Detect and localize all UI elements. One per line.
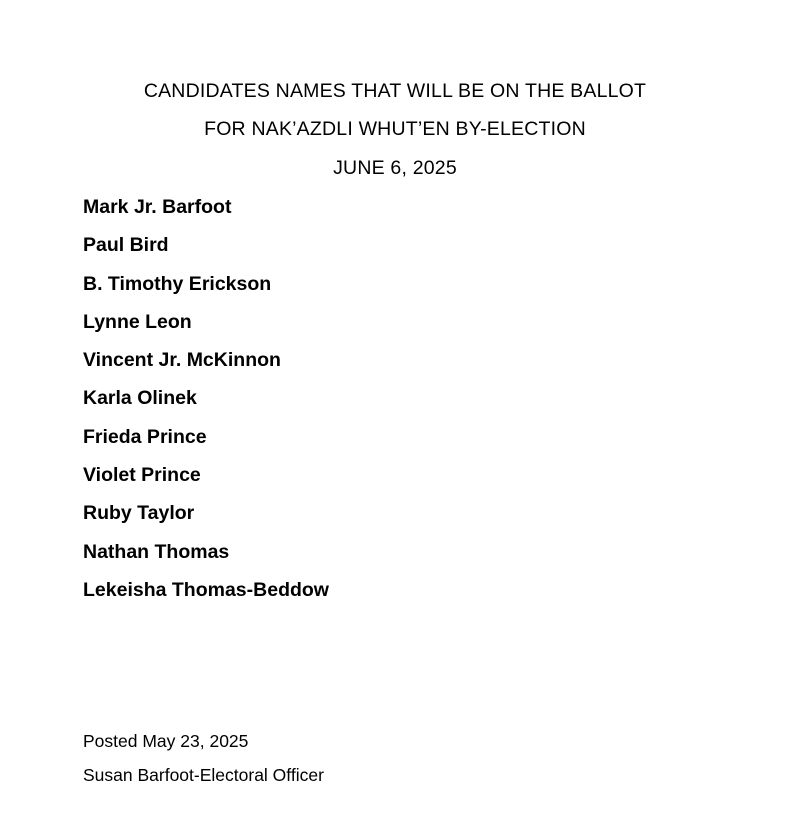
header-date: JUNE 6, 2025 xyxy=(333,157,457,179)
candidate-name: Frieda Prince xyxy=(83,425,207,448)
candidate-name: Karla Olinek xyxy=(83,387,197,410)
candidate-name: Nathan Thomas xyxy=(83,540,230,563)
candidate-name: Violet Prince xyxy=(83,464,201,487)
header-subtitle: FOR NAK’AZDLI WHUT’EN BY-ELECTION xyxy=(204,118,586,140)
header-title: CANDIDATES NAMES THAT WILL BE ON THE BALLOT xyxy=(143,80,647,102)
candidate-name: Paul Bird xyxy=(83,234,169,257)
candidate-name: B. Timothy Erickson xyxy=(83,272,272,295)
candidate-name: Mark Jr. Barfoot xyxy=(83,196,232,218)
candidate-name: Ruby Taylor xyxy=(83,502,195,525)
candidate-name: Lekeisha Thomas-Beddow xyxy=(83,578,329,601)
candidate-list xyxy=(83,195,329,616)
candidate-name: Vincent Jr. McKinnon xyxy=(83,349,281,372)
candidate-name: Lynne Leon xyxy=(83,310,192,333)
posted-date: Posted May 23, 2025 xyxy=(83,731,249,751)
signature-line: Susan Barfoot-Electoral Officer xyxy=(83,765,324,785)
